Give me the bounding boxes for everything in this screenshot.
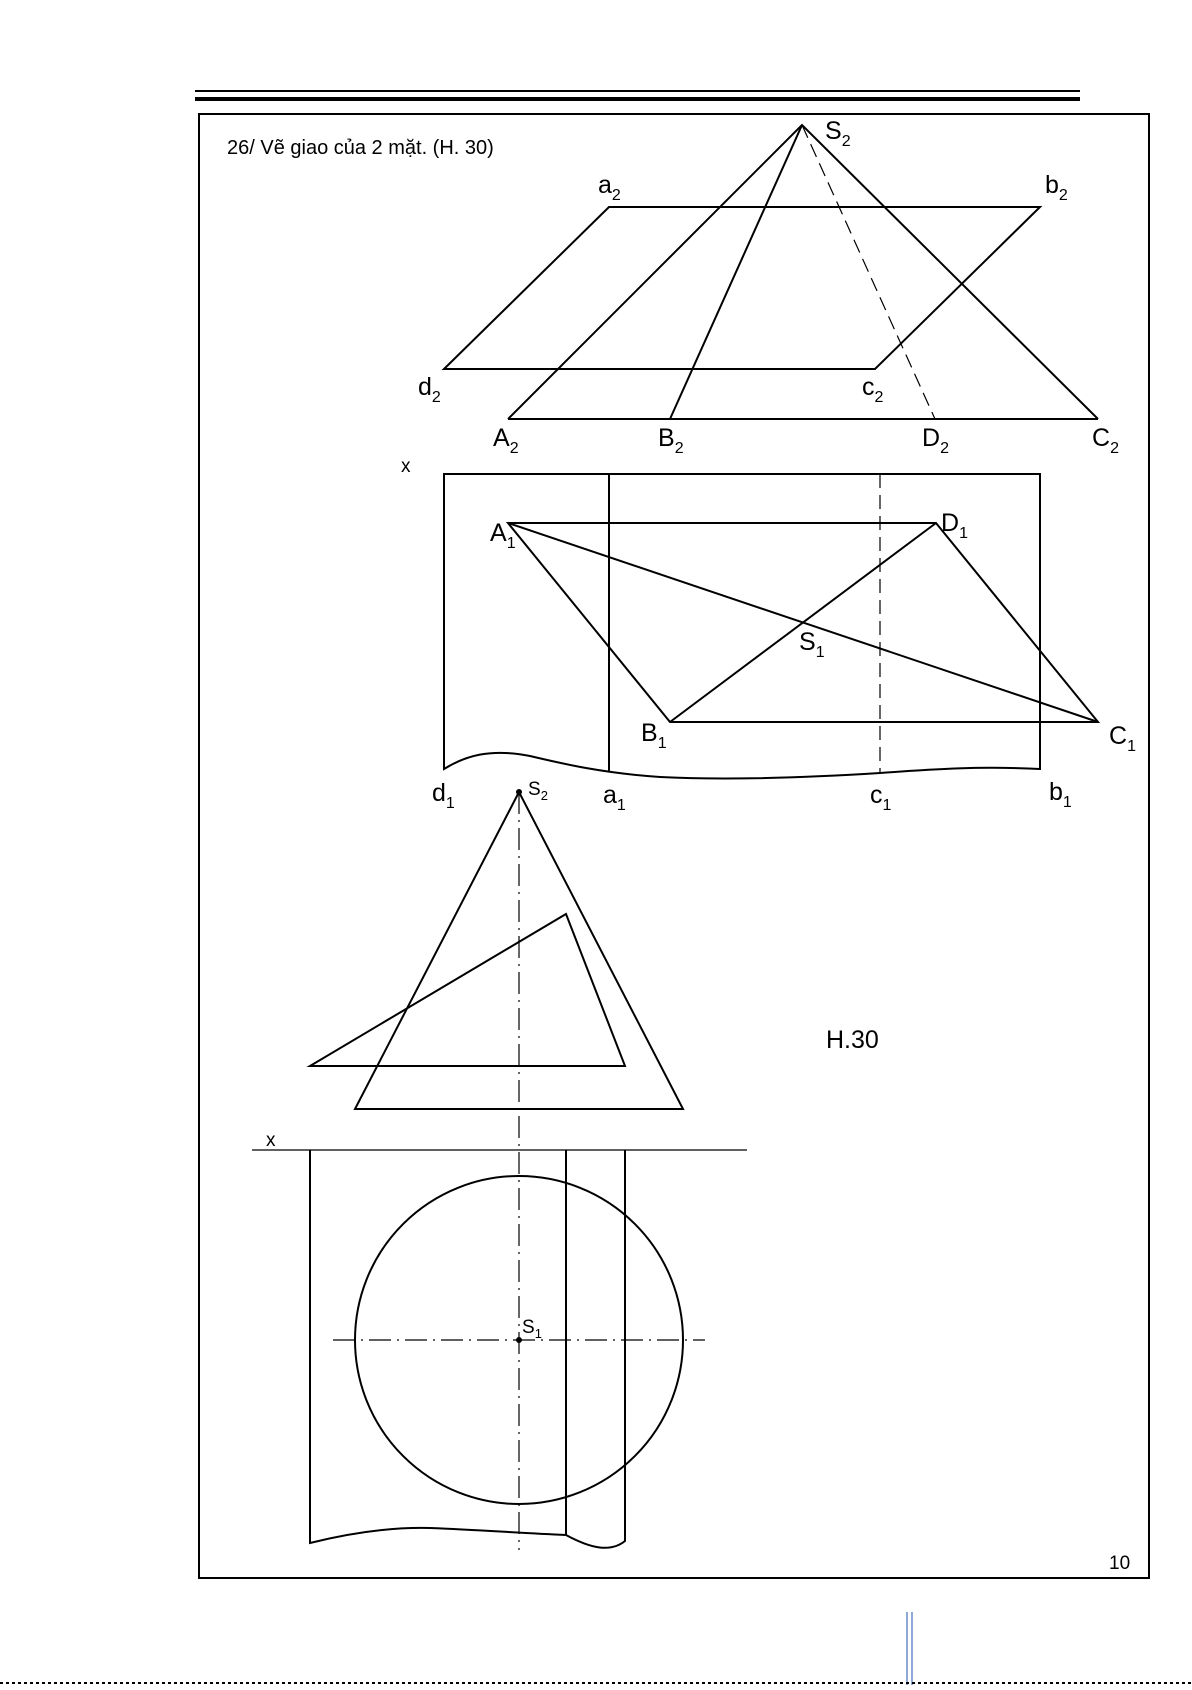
axis-label-x-upper: x [401,456,411,477]
label-C2: $C_2$ [1092,424,1119,457]
label-a1: $a_1$ [603,781,626,814]
label-B1: $B_1$ [641,719,667,752]
top-view [432,474,1136,814]
label-c1: $c_1$ [870,781,892,814]
plane-abcd-front [444,207,1040,369]
label-A1: $A_1$ [490,519,516,552]
label-b2: $b_2$ [1045,171,1068,204]
label-lower-s1: $S_1$ [522,1317,542,1341]
pyramid-front-outline [508,125,1098,419]
label-c2: $c_2$ [862,373,884,406]
page-frame [199,114,1149,1578]
lower-front-view [310,779,683,1550]
prism-lower-edge-right [566,1150,625,1548]
label-lower-s2: $S_2$ [528,779,548,803]
edge-s2-b2 [670,125,802,419]
prism-lower-outline [310,1150,566,1543]
apex-point-s2 [516,789,522,795]
edge-b1-d1 [670,523,936,722]
label-S1: $S_1$ [799,628,825,661]
label-b1: $b_1$ [1049,778,1072,811]
label-A2: $A_2$ [493,424,519,457]
page-number: 10 [1109,1553,1131,1574]
label-D2: $D_2$ [922,424,949,457]
lower-top-view [310,1150,705,1548]
label-d1: $d_1$ [432,779,455,812]
label-D1: $D_1$ [941,509,968,542]
figure-caption: H.30 [826,1026,879,1054]
prism-triangle-front [310,914,625,1066]
label-s2: $S_2$ [825,117,851,150]
label-C1: $C_1$ [1109,722,1136,755]
label-B2: $B_2$ [658,424,684,457]
problem-statement: 26/ Vẽ giao của 2 mặt. (H. 30) [227,137,494,159]
label-d2: $d_2$ [418,373,441,406]
front-view [418,117,1119,457]
axis-label-x-lower: x [266,1130,276,1151]
label-a2: $a_2$ [598,171,621,204]
